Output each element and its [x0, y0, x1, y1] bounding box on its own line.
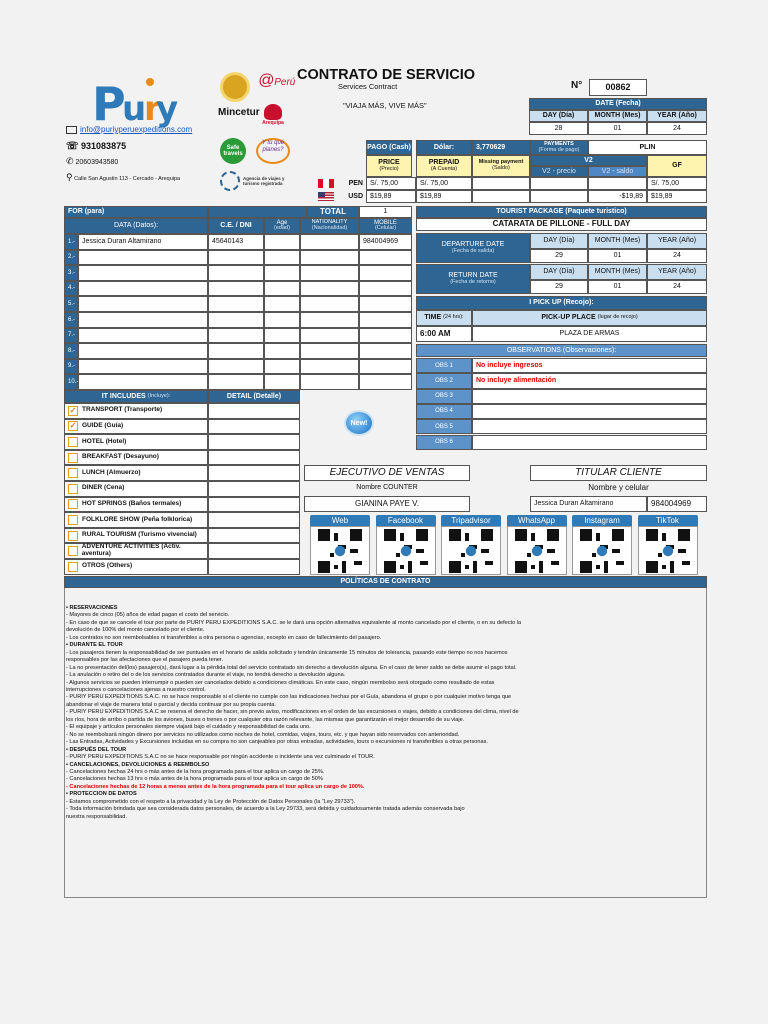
qr-code-icon — [507, 526, 567, 575]
passenger-n: 10.- — [64, 374, 78, 390]
policy-line: - Mayores de cinco (05) años de edad pagan el costo del servicio. — [66, 612, 230, 619]
checkbox-icon[interactable] — [68, 562, 78, 572]
svg-text:P: P — [92, 77, 126, 131]
passenger-age[interactable] — [264, 312, 300, 328]
ret-day-label: DAY (Día) — [530, 264, 588, 280]
dolar-value: 3,770629 — [472, 140, 530, 155]
ret-day[interactable]: 29 — [530, 280, 588, 294]
passenger-name[interactable] — [78, 281, 208, 297]
policy-line: devolución de 100% del monto cancelado por el cliente. — [66, 627, 205, 634]
mail-icon — [66, 126, 77, 134]
client-sub: Nombre y celular — [588, 483, 649, 492]
usd-v2-saldo[interactable]: -$19,89 — [588, 190, 647, 203]
qr-code-icon — [441, 526, 501, 575]
svg-text:y: y — [156, 89, 179, 129]
include-label: HOT SPRINGS (Baños termales) — [82, 499, 182, 507]
pen-gf[interactable]: S/. 75,00 — [647, 177, 707, 190]
include-label: DINER (Cena) — [82, 484, 125, 492]
date-day[interactable]: 28 — [529, 122, 588, 135]
passenger-name[interactable] — [78, 312, 208, 328]
pen-price[interactable]: S/. 75,00 — [366, 177, 416, 190]
include-detail[interactable] — [208, 543, 300, 559]
passenger-age[interactable] — [264, 296, 300, 312]
arequipa-crest-icon — [264, 104, 282, 120]
contract-number: 00862 — [589, 79, 647, 96]
passenger-mobile[interactable] — [359, 265, 412, 281]
policy-heading: • DURANTE EL TOUR — [66, 642, 123, 649]
obs-label: OBS 5 — [416, 419, 472, 434]
include-detail[interactable] — [208, 403, 300, 419]
obs-label: OBS 2 — [416, 373, 472, 388]
peru-flag-icon — [318, 179, 334, 188]
policy-line: nuestra responsabilidad. — [66, 813, 127, 820]
social-instagram[interactable] — [572, 515, 632, 575]
policy-heading: • RESERVACIONES — [66, 605, 118, 611]
policy-line: - PURIY PERU EXPEDITIONS S.A.C. no se hace responsable si el cliente no cumple con las indicaciones hechas por el Guía, abandona el grupo o por cualquier motivo tenga que — [66, 694, 512, 701]
include-label: TRANSPORT (Transporte) — [82, 406, 163, 414]
passenger-name[interactable] — [78, 343, 208, 359]
passenger-age[interactable] — [264, 374, 300, 390]
social-tiktok[interactable] — [638, 515, 698, 575]
usd-v2-precio[interactable] — [530, 190, 588, 203]
dep-year-label: YEAR (Año) — [647, 233, 707, 249]
svg-text:r: r — [144, 89, 161, 129]
passenger-dni[interactable] — [208, 343, 264, 359]
passenger-name[interactable] — [78, 359, 208, 375]
policy-line: - Cancelaciones hechas de 12 horas a menos antes de la hora programada para el tour aplica un cargo de 100%. — [66, 783, 365, 790]
pen-missing[interactable] — [472, 177, 530, 190]
date-month[interactable]: 01 — [588, 122, 647, 135]
y-tu-que-planes-logo: Y tú qué planes? — [256, 138, 290, 164]
observations-title: OBSERVATIONS (Observaciones): — [416, 344, 707, 357]
passenger-name[interactable] — [78, 328, 208, 344]
policy-line: - Cancelaciones hechas 24 hrs o más antes de la hora programada para el tour aplica un cargo de 25%. — [66, 768, 325, 775]
passenger-nat[interactable] — [300, 343, 359, 359]
phone-1: 931083875 — [81, 141, 127, 151]
usd-gf[interactable]: $19,89 — [647, 190, 707, 203]
policy-line: - La no presentación del(los) pasajero(s), dará lugar a la pérdida total del servicio contratado sin derecho a devolución alguna. En el caso de tener saldo se debe asumir el pago total. — [66, 664, 517, 671]
passenger-dni[interactable] — [208, 265, 264, 281]
include-detail[interactable] — [208, 450, 300, 466]
peru-logo: @Perú — [258, 72, 296, 89]
exec-name[interactable]: GIANINA PAYE V. — [304, 496, 470, 512]
passenger-n: 4.- — [64, 281, 78, 297]
gold-seal-logo — [220, 72, 250, 102]
policy-line: - Toda información brindada que sea considerada datos personales, de acuerdo a la Ley 29733, será debida y cuidadosamente tratada además conservada bajo — [66, 806, 465, 813]
include-detail[interactable] — [208, 512, 300, 528]
include-label: OTROS (Others) — [82, 562, 133, 570]
date-day-label: DAY (Día) — [529, 110, 588, 122]
include-detail[interactable] — [208, 481, 300, 497]
date-month-label: MONTH (Mes) — [588, 110, 647, 122]
departure-label: DEPARTURE DATE (Fecha de salida) — [416, 233, 530, 263]
policy-line: - PURIY PERU EXPEDITIONS S.A.C se reserva el derecho de hacer, sin previo aviso, modificaciones en el orden de las excursiones o viajes, debido a condiciones del clima, nivel de — [66, 709, 519, 716]
include-item[interactable] — [64, 481, 208, 497]
policy-line: - La anulación o retiro del o de los servicios contratados durante el viaje, no tendrá derecho a devolución alguna. — [66, 672, 346, 679]
usa-flag-icon — [318, 192, 334, 201]
passenger-nat[interactable] — [300, 234, 359, 250]
qr-code-icon — [310, 526, 370, 575]
obs-text[interactable] — [472, 419, 707, 434]
pickup-label: I PICK UP (Recojo): — [416, 296, 707, 310]
include-item[interactable] — [64, 465, 208, 481]
include-item[interactable] — [64, 512, 208, 528]
agency-globe-icon — [220, 171, 240, 191]
social-label: Instagram — [572, 515, 632, 526]
ret-year-label: YEAR (Año) — [647, 264, 707, 280]
passenger-age[interactable] — [264, 328, 300, 344]
passenger-name[interactable]: Jessica Duran Altamirano — [78, 234, 208, 250]
address-row — [66, 172, 180, 183]
phone-row — [66, 141, 126, 152]
qr-code-icon — [572, 526, 632, 575]
checkbox-icon[interactable] — [68, 468, 78, 478]
passenger-n: 2.- — [64, 250, 78, 266]
dolar-label: Dólar: — [416, 140, 472, 155]
include-detail[interactable] — [208, 465, 300, 481]
policy-line: interrupciones o cancelaciones ajenas a nuestro control. — [66, 686, 206, 693]
usd-missing[interactable] — [472, 190, 530, 203]
include-detail[interactable] — [208, 559, 300, 575]
social-label: Tripadvisor — [441, 515, 501, 526]
client-name[interactable]: Jessica Duran Altamirano — [530, 496, 647, 512]
date-year-label: YEAR (Año) — [647, 110, 707, 122]
passenger-mobile[interactable] — [359, 374, 412, 390]
social-label: Web — [310, 515, 370, 526]
dep-day[interactable]: 29 — [530, 249, 588, 263]
detail-title: DETAIL (Detalle) — [208, 390, 300, 403]
col-age: Age (edad) — [264, 218, 300, 234]
location-pin-icon: ⚲ — [66, 172, 73, 182]
pago-label: PAGO (Cash) — [366, 140, 412, 155]
policies-text — [66, 605, 706, 821]
passenger-age[interactable] — [264, 250, 300, 266]
date-year[interactable]: 24 — [647, 122, 707, 135]
passenger-name[interactable] — [78, 265, 208, 281]
email-link[interactable]: info@puriyperuexpeditions.com — [80, 125, 193, 134]
dep-month-label: MONTH (Mes) — [588, 233, 647, 249]
checkbox-icon[interactable] — [68, 546, 78, 556]
svg-text:u: u — [122, 89, 147, 129]
whatsapp-row — [66, 156, 118, 167]
include-label: BREAKFAST (Desayuno) — [82, 453, 159, 461]
include-item[interactable] — [64, 559, 208, 575]
obs-text[interactable] — [472, 404, 707, 419]
obs-label: OBS 4 — [416, 404, 472, 419]
includes-title: IT INCLUDES (Incluye): — [64, 390, 208, 403]
dep-day-label: DAY (Día) — [530, 233, 588, 249]
page-subtitle: Services Contract — [338, 82, 398, 91]
exec-title: EJECUTIVO DE VENTAS — [304, 465, 470, 481]
package-label: TOURIST PACKAGE (Paquete turistico) — [416, 206, 707, 218]
v2-saldo-header: V2 - saldo — [588, 166, 647, 177]
dep-month[interactable]: 01 — [588, 249, 647, 263]
passenger-mobile[interactable] — [359, 250, 412, 266]
address: Calle San Agustin 113 - Cercado - Arequipa — [74, 176, 181, 182]
for-spacer — [208, 206, 307, 218]
policy-line: - El equipaje y artículos personales siempre viajará bajo el cuidado y responsabilidad de cada uno. — [66, 724, 311, 731]
passenger-name[interactable] — [78, 374, 208, 390]
passenger-mobile[interactable] — [359, 296, 412, 312]
include-detail[interactable] — [208, 419, 300, 435]
passenger-n: 5.- — [64, 296, 78, 312]
passenger-nat[interactable] — [300, 265, 359, 281]
checkbox-icon[interactable] — [68, 531, 78, 541]
col-mobile: MOBILE (Celular) — [359, 218, 412, 234]
usd-label: USD — [348, 192, 363, 200]
include-detail[interactable] — [208, 434, 300, 450]
passenger-dni[interactable] — [208, 359, 264, 375]
obs-label: OBS 3 — [416, 389, 472, 404]
include-item[interactable] — [64, 528, 208, 544]
client-title: TITULAR CLIENTE — [530, 465, 707, 481]
gf-header: GF — [647, 155, 707, 177]
include-label: HOTEL (Hotel) — [82, 437, 127, 445]
obs-text[interactable]: No incluye alimentación — [472, 373, 707, 388]
include-label: GUIDE (Guía) — [82, 421, 124, 429]
phone-icon: ☏ — [66, 141, 79, 152]
pen-prepaid[interactable]: S/. 75,00 — [416, 177, 472, 190]
obs-label: OBS 1 — [416, 358, 472, 373]
pen-label: PEN — [348, 179, 363, 187]
social-label: TikTok — [638, 515, 698, 526]
policy-heading: • PROTECCION DE DATOS — [66, 791, 137, 798]
passenger-n: 6.- — [64, 312, 78, 328]
passenger-dni[interactable] — [208, 374, 264, 390]
include-item[interactable] — [64, 419, 208, 435]
passenger-nat[interactable] — [300, 374, 359, 390]
checkbox-icon[interactable] — [68, 484, 78, 494]
checkbox-icon[interactable] — [68, 437, 78, 447]
policy-line: - En caso de que se cancele el tour por parte de PURIY PERU EXPEDITIONS S.A.C. se le dará una opción alternativa equivalente al monto cancelado por el cliente, o en su defecto la — [66, 619, 522, 626]
v2-header: V2 — [530, 155, 647, 166]
passenger-mobile[interactable] — [359, 343, 412, 359]
include-item[interactable] — [64, 434, 208, 450]
dep-year[interactable]: 24 — [647, 249, 707, 263]
passenger-n: 8.- — [64, 343, 78, 359]
policy-line: los ríos, hora de arribo o partida de los aviones, buses o trenes o por cualquier otra razón relevante, las mismas que garantizarán el mejor desarrollo de su viaje. — [66, 716, 465, 723]
page-title: CONTRATO DE SERVICIO — [297, 67, 476, 83]
passenger-age[interactable] — [264, 281, 300, 297]
peru-swirl-icon: @ — [258, 72, 275, 89]
passenger-mobile[interactable] — [359, 328, 412, 344]
safe-travels-logo: Safe travels — [220, 138, 246, 164]
social-whatsapp[interactable] — [507, 515, 567, 575]
passenger-name[interactable] — [78, 296, 208, 312]
mincetur-logo: Mincetur — [218, 107, 260, 118]
pen-v2-precio[interactable] — [530, 177, 588, 190]
policy-line: abandonar el viaje de manera total o parcial y decida continuar por su propia cuenta. — [66, 701, 276, 708]
passenger-mobile[interactable] — [359, 312, 412, 328]
passenger-dni[interactable]: 45640143 — [208, 234, 264, 250]
passenger-n: 1.- — [64, 234, 78, 250]
social-tripadvisor[interactable] — [441, 515, 501, 575]
col-data: DATA (Datos): — [64, 218, 208, 234]
policy-line: - PURIY PERU EXPEDITIONS S.A.C no se hace responsable por ningún accidente o incidente una vez culminado el TOUR. — [66, 754, 375, 761]
passenger-age[interactable] — [264, 234, 300, 250]
ret-month-label: MONTH (Mes) — [588, 264, 647, 280]
date-title: DATE (Fecha) — [529, 98, 707, 110]
contract-number-label: N° — [571, 80, 583, 91]
usd-prepaid[interactable]: $19,89 — [416, 190, 472, 203]
checkbox-checked-icon[interactable]: ✓ — [69, 405, 77, 415]
whatsapp-icon: ✆ — [66, 156, 74, 166]
v2-precio-header: V2 - precio — [530, 166, 588, 177]
policy-line: responsables por las afectaciones que el pasajero pueda tener. — [66, 657, 224, 664]
passenger-mobile[interactable] — [359, 359, 412, 375]
col-ce: C.E. / DNI — [208, 218, 264, 234]
checkbox-checked-icon[interactable]: ✓ — [69, 421, 77, 431]
passenger-nat[interactable] — [300, 359, 359, 375]
passenger-n: 7.- — [64, 328, 78, 344]
slogan: "VIAJA MÁS, VIVE MÁS" — [343, 101, 427, 110]
checkbox-icon[interactable] — [68, 515, 78, 525]
pen-v2-saldo[interactable] — [588, 177, 647, 190]
social-web[interactable] — [310, 515, 370, 575]
return-label: RETURN DATE (Fecha de retorno) — [416, 264, 530, 294]
checkbox-icon[interactable] — [68, 453, 78, 463]
include-label: LUNCH (Almuerzo) — [82, 468, 141, 476]
include-detail[interactable] — [208, 528, 300, 544]
obs-label: OBS 6 — [416, 435, 472, 450]
social-label: Facebook — [376, 515, 436, 526]
include-item[interactable] — [64, 450, 208, 466]
passenger-dni[interactable] — [208, 312, 264, 328]
time-label: TIME (24 hrs): — [416, 310, 472, 326]
include-item[interactable] — [64, 543, 208, 559]
passenger-dni[interactable] — [208, 281, 264, 297]
passenger-nat[interactable] — [300, 281, 359, 297]
new-badge: New! — [344, 410, 374, 436]
payment-method[interactable]: PLIN — [588, 140, 707, 155]
qr-code-icon — [638, 526, 698, 575]
include-detail[interactable] — [208, 497, 300, 513]
pickup-time[interactable]: 6:00 AM — [416, 326, 472, 342]
arequipa-logo: Arequipa — [258, 104, 288, 130]
social-facebook[interactable] — [376, 515, 436, 575]
passenger-mobile[interactable]: 984004969 — [359, 234, 412, 250]
qr-code-icon — [376, 526, 436, 575]
include-label: RURAL TOURISM (Turismo vivencial) — [82, 531, 197, 539]
policy-heading: • DESPUÉS DEL TOUR — [66, 746, 127, 753]
include-label: FOLKLORE SHOW (Peña folklorica) — [82, 515, 193, 523]
policies-title: POLÍTICAS DE CONTRATO — [64, 576, 707, 588]
passenger-age[interactable] — [264, 265, 300, 281]
col-nationality: NATIONALITY (Nacionalidad) — [300, 218, 359, 234]
passenger-n: 9.- — [64, 359, 78, 375]
package-name[interactable]: CATARATA DE PILLONE - FULL DAY — [416, 218, 707, 231]
price-header: PRICE (Precio) — [366, 155, 412, 177]
include-label: ADVENTURE ACTIVITIES (Activ. aventura) — [81, 543, 181, 558]
total-value[interactable]: 1 — [359, 206, 412, 218]
for-label: FOR (para) — [64, 206, 208, 218]
policy-line: - Los pasajeros tienen la responsabilidad de ser puntuales en el horario de salida solicitado y tendrán únicamente 15 minutos de tolerancia, pasando este tiempo no nos hacemos — [66, 649, 508, 656]
passenger-nat[interactable] — [300, 328, 359, 344]
passenger-age[interactable] — [264, 359, 300, 375]
include-item[interactable] — [64, 497, 208, 513]
missing-header: Missing payment (Saldo) — [472, 155, 530, 177]
passenger-dni[interactable] — [208, 328, 264, 344]
policy-line: - No se reembolsará ningún dinero por servicios no utilizados como noches de hotel, comidas, viajes, tours, etc. y que hayan sido reservados con anterioridad. — [66, 731, 460, 738]
policy-heading: • CANCELACIONES, DEVOLUCIONES & REEMBOLSO — [66, 761, 210, 768]
passenger-age[interactable] — [264, 343, 300, 359]
checkbox-icon[interactable] — [68, 499, 78, 509]
usd-price[interactable]: $19,89 — [366, 190, 416, 203]
agency-registered-logo: Agencia de viajes y turismo registrada — [220, 170, 300, 192]
passenger-nat[interactable] — [300, 296, 359, 312]
policy-line: - Cancelaciones hechas 13 hrs o más antes de la hora programada para el tour aplica un cargo de 50% — [66, 776, 323, 783]
passenger-n: 3.- — [64, 265, 78, 281]
include-item[interactable] — [64, 403, 208, 419]
passenger-dni[interactable] — [208, 250, 264, 266]
passenger-nat[interactable] — [300, 250, 359, 266]
phone-2: 20603943580 — [75, 159, 119, 166]
obs-text[interactable] — [472, 435, 707, 450]
prepaid-header: PREPAID (A Cuenta) — [416, 155, 472, 177]
ret-month[interactable]: 01 — [588, 280, 647, 294]
social-label: WhatsApp — [507, 515, 567, 526]
pickup-place[interactable]: PLAZA DE ARMAS — [472, 326, 707, 342]
policy-line: - Los contratos no son reembolsables ni transferibles a otra persona o agencias, excepto en caso de fallecimiento del pasajero. — [66, 634, 382, 641]
passenger-nat[interactable] — [300, 312, 359, 328]
policy-line: - Estamos comprometido con el respeto a la privacidad y la Ley de Protección de Datos Personales (la “Ley 29733”). — [66, 798, 356, 805]
payments-label: PAYMENTS (Forma de pago) — [530, 140, 588, 155]
exec-sub: Nombre COUNTER — [356, 484, 418, 491]
obs-text[interactable]: No incluye ingresos — [472, 358, 707, 373]
obs-text[interactable] — [472, 389, 707, 404]
email-row[interactable] — [66, 125, 192, 134]
passenger-dni[interactable] — [208, 296, 264, 312]
client-phone[interactable]: 984004969 — [647, 496, 707, 512]
ret-year[interactable]: 24 — [647, 280, 707, 294]
place-label: PICK-UP PLACE (lugar de recojo) — [472, 310, 707, 326]
total-label: TOTAL — [307, 206, 359, 218]
passenger-mobile[interactable] — [359, 281, 412, 297]
policy-line: - Las Entradas, Actividades y Excursiones incluidas en su compra no son canjeables por otras entradas, actividades, tours o excursiones ni transferibles a otras personas. — [66, 739, 488, 746]
policy-line: - Algunos servicios se pueden interrumpir o pueden ser cancelados debido a condiciones climáticas. En este caso, ningún reembolso será otorgado como resultado de estas — [66, 679, 495, 686]
passenger-name[interactable] — [78, 250, 208, 266]
